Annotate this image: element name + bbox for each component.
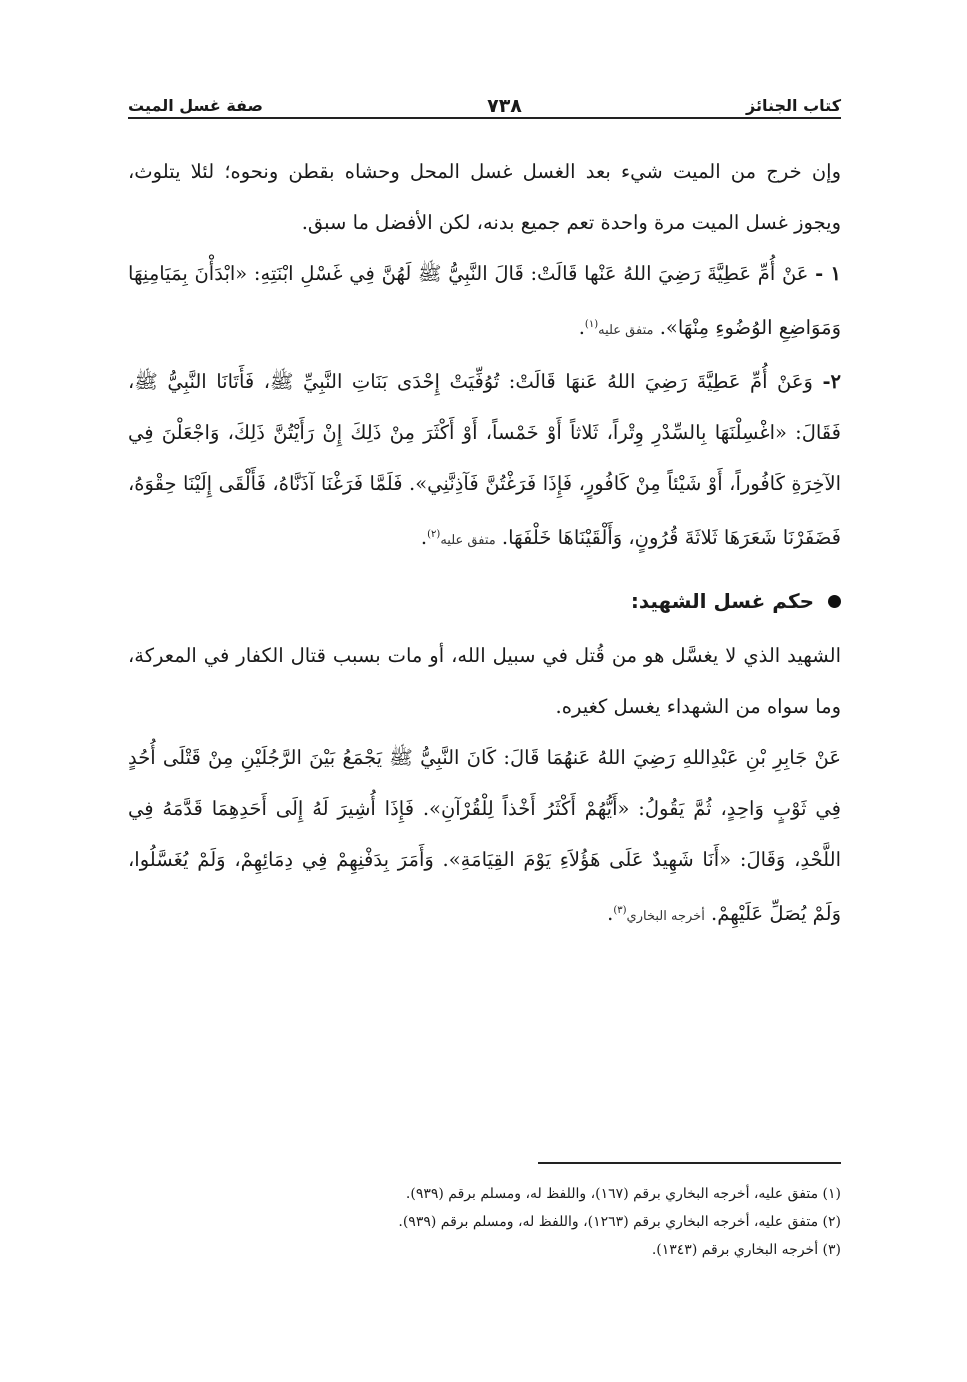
footnotes	[128, 1180, 841, 1264]
footnote-divider	[538, 1162, 841, 1164]
section-heading-text: حكم غسل الشهيد:	[630, 589, 814, 613]
section-title: صفة غسل الميت	[128, 96, 263, 115]
book-title: كتاب الجنائز	[745, 96, 841, 115]
footnote-1: (١) متفق عليه، أخرجه البخاري برقم (١٦٧)، واللفظ له، ومسلم برقم (٩٣٩).	[405, 1186, 841, 1202]
footnote-ref: (٣)	[613, 905, 627, 916]
footnote-3: (٣) أخرجه البخاري برقم (١٣٤٣).	[651, 1242, 841, 1258]
footnote-ref: (١)	[584, 319, 599, 330]
hadith-attribution: متفق عليه	[440, 533, 496, 548]
hadith-number: ٢-	[822, 370, 842, 393]
intro-paragraph: وإن خرج من الميت شيء بعد الغسل غسل المحل وحشاه بقطن ونحوه؛ لئلا يتلوث، ويجوز غسل الميت مرة واحدة تعم جميع بدنه، لكن الأفضل ما سبق.	[128, 160, 841, 234]
page-number: ٧٣٨	[487, 95, 522, 117]
header-divider	[128, 117, 841, 119]
hadith-number: ١ -	[815, 262, 841, 285]
hadith-1: ١ - عَنْ أُمِّ عَطِيَّةَ رَضِيَ اللهُ عَنْها قَالَتْ: قَالَ النَّبِيُّ ﷺ لَهُنَّ فِي غَسْلِ ابْنَتِهِ: «ابْدَأْنَ بِمَيَامِنِهَا وَمَوَاضِعِ الوُضُوءِ مِنْهَا». متفق عليه$^{(١)}$.	[128, 262, 841, 339]
hadith-3: عَنْ جَابِرِ بْنِ عَبْدِاللهِ رَضِيَ اللهُ عَنهُمَا قَالَ: كَانَ النَّبِيُّ ﷺ يَجْمَعُ بَيْنَ الرَّجُلَيْنِ مِنْ قَتْلَى أُحُدٍ فِي ثَوْبٍ وَاحِدٍ، ثُمَّ يَقُولُ: «أَيُّهُمْ أَكْثَرُ أَخْذاً لِلْقُرْآنِ». فَإِذَا أُشِيرَ لَهُ إِلَى أَحَدِهِمَا قَدَّمَهُ فِي اللَّحْدِ، وَقَالَ: «أَنَا شَهِيدٌ عَلَى هَؤُلاَءِ يَوْمَ القِيَامَةِ». وَأَمَرَ بِدَفْنِهِمْ فِي دِمَائِهِمْ، وَلَمْ يُغَسَّلُوا، وَلَمْ يُصَلِّ عَلَيْهِمْ. أخرجه البخاري$^{(٣)}$.	[128, 746, 841, 925]
footnote-2: (٢) متفق عليه، أخرجه البخاري برقم (١٢٦٣)، واللفظ له، ومسلم برقم (٩٣٩).	[398, 1214, 841, 1230]
bullet-icon	[828, 595, 841, 608]
section-heading	[128, 576, 841, 626]
hadith-2: ٢- وَعَنْ أُمِّ عَطِيَّةَ رَضِيَ اللهُ عَنهَا قَالَتْ: تُوُفِّيَتْ إِحْدَى بَنَاتِ النَّبِيِّ ﷺ، فَأَتَانَا النَّبِيُّ ﷺ، فَقَالَ: «اغْسِلْنَهَا بِالسِّدْرِ وِتْراً، ثَلاثاً أَوْ خَمْساً، أَوْ أَكْثَرَ مِنْ ذَلِكَ إِنْ رَأَيْتُنَّ ذَلِكَ، وَاجْعَلْنَ فِي الآخِرَةِ كَافُوراً، أَوْ شَيْئاً مِنْ كَافُورٍ، فَإِذَا فَرَغْتُنَّ فَآذِنَّنِي». فَلَمَّا فَرَغْنَا آذَنَّاهُ، فَأَلْقَى إِلَيْنَا حِقْوَهُ، فَضَفَرْنَا شَعَرَهَا ثَلاثَةَ قُرُونٍ، وَأَلْقَيْنَاهَا خَلْفَهَا. متفق عليه$^{(٢)}$.	[128, 370, 842, 549]
section-paragraph: الشهيد الذي لا يغسَّل هو من قُتل في سبيل الله، أو مات بسبب قتال الكفار في المعركة، وما سواه من الشهداء يغسل كغيره.	[128, 644, 841, 718]
main-content	[128, 146, 841, 942]
hadith-attribution: متفق عليه	[598, 323, 654, 338]
hadith-text: عَنْ أُمِّ عَطِيَّةَ رَضِيَ اللهُ عَنْها قَالَتْ: قَالَ النَّبِيُّ ﷺ لَهُنَّ فِي غَسْلِ ابْنَتِهِ: «ابْدَأْنَ بِمَيَامِنِهَا وَمَوَاضِعِ الوُضُوءِ مِنْهَا».	[128, 262, 841, 339]
hadith-text: عَنْ جَابِرِ بْنِ عَبْدِاللهِ رَضِيَ اللهُ عَنهُمَا قَالَ: كَانَ النَّبِيُّ ﷺ يَجْمَعُ بَيْنَ الرَّجُلَيْنِ مِنْ قَتْلَى أُحُدٍ فِي ثَوْبٍ وَاحِدٍ، ثُمَّ يَقُولُ: «أَيُّهُمْ أَكْثَرُ أَخْذاً لِلْقُرْآنِ». فَإِذَا أُشِيرَ لَهُ إِلَى أَحَدِهِمَا قَدَّمَهُ فِي اللَّحْدِ، وَقَالَ: «أَنَا شَهِيدٌ عَلَى هَؤُلاَءِ يَوْمَ القِيَامَةِ». وَأَمَرَ بِدَفْنِهِمْ فِي دِمَائِهِمْ، وَلَمْ يُغَسَّلُوا، وَلَمْ يُصَلِّ عَلَيْهِمْ.	[128, 746, 841, 925]
hadith-attribution: أخرجه البخاري	[626, 909, 705, 924]
hadith-text: وَعَنْ أُمِّ عَطِيَّةَ رَضِيَ اللهُ عَنهَا قَالَتْ: تُوُفِّيَتْ إِحْدَى بَنَاتِ النَّبِيِّ ﷺ، فَأَتَانَا النَّبِيُّ ﷺ، فَقَالَ: «اغْسِلْنَهَا بِالسِّدْرِ وِتْراً، ثَلاثاً أَوْ خَمْساً، أَوْ أَكْثَرَ مِنْ ذَلِكَ إِنْ رَأَيْتُنَّ ذَلِكَ، وَاجْعَلْنَ فِي الآخِرَةِ كَافُوراً، أَوْ شَيْئاً مِنْ كَافُورٍ، فَإِذَا فَرَغْتُنَّ فَآذِنَّنِي». فَلَمَّا فَرَغْنَا آذَنَّاهُ، فَأَلْقَى إِلَيْنَا حِقْوَهُ، فَضَفَرْنَا شَعَرَهَا ثَلاثَةَ قُرُونٍ، وَأَلْقَيْنَاهَا خَلْفَهَا.	[128, 370, 841, 549]
footnote-ref: (٢)	[427, 529, 441, 540]
page-header	[128, 86, 841, 116]
